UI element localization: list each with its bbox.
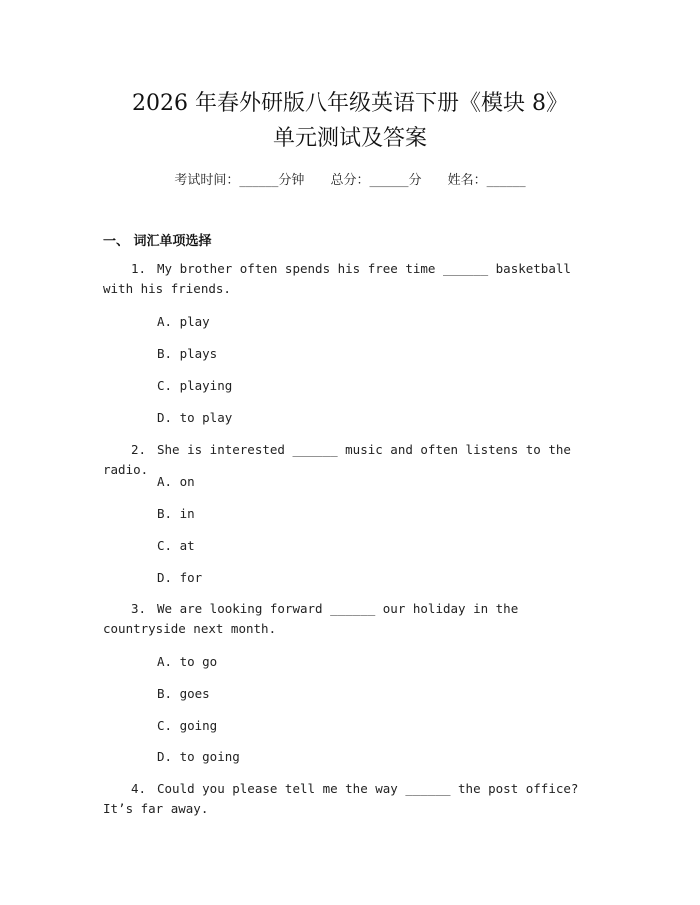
question-number: 3.	[131, 601, 147, 616]
q1-option-b: B. plays	[157, 346, 218, 361]
exam-time-field: 考试时间：______分钟	[174, 173, 305, 188]
question-1	[103, 259, 599, 299]
q2-option-c: C. at	[157, 538, 195, 553]
q1-option-a: A. play	[157, 314, 210, 329]
q3-option-b: B. goes	[157, 686, 210, 701]
question-4	[103, 779, 599, 819]
q2-option-b: B. in	[157, 506, 195, 521]
document-title-line-2: 单元测试及答案	[272, 126, 427, 151]
q1-option-d: D. to play	[157, 410, 233, 425]
question-text: She is interested ______ music and often listens to the radio.	[103, 442, 571, 477]
question-3	[103, 599, 599, 639]
document-title-line-1: 2026 年春外研版八年级英语下册《模块 8》	[132, 91, 568, 116]
total-score-field: 总分：______分	[330, 173, 422, 188]
question-number: 4.	[131, 781, 147, 796]
q1-option-c: C. playing	[157, 378, 233, 393]
q3-option-c: C. going	[157, 718, 218, 733]
q2-option-a: A. on	[157, 474, 195, 489]
q3-option-a: A. to go	[157, 654, 218, 669]
question-number: 1.	[131, 261, 147, 276]
section-heading: 一、 词汇单项选择	[103, 234, 212, 249]
question-text: My brother often spends his free time ______ basketball with his friends.	[103, 261, 571, 296]
exam-meta	[0, 169, 700, 188]
student-name-field: 姓名：______	[447, 173, 526, 188]
question-text: We are looking forward ______ our holiday in the countryside next month.	[103, 601, 519, 636]
question-number: 2.	[131, 442, 147, 457]
q2-option-d: D. for	[157, 570, 203, 585]
q3-option-d: D. to going	[157, 749, 240, 764]
question-text: Could you please tell me the way ______ the post office? It’s far away.	[103, 781, 579, 816]
